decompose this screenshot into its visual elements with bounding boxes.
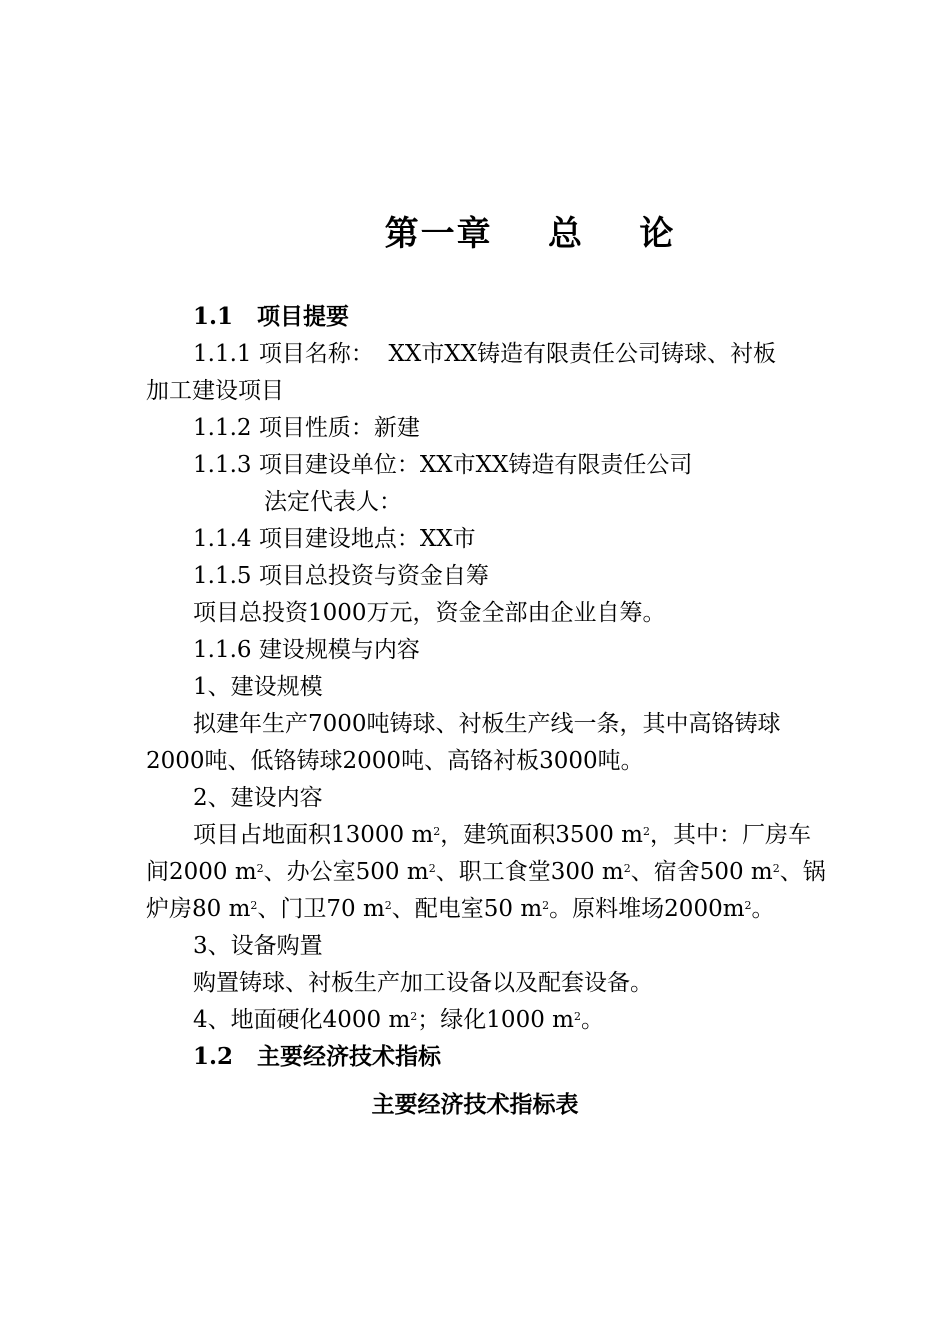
text-run: 4、地面硬化4000 m — [193, 1007, 411, 1033]
text-run: 、锅 — [779, 859, 826, 885]
item-value: XX市XX铸造有限责任公司铸球、衬板 — [373, 341, 776, 367]
superscript: 2 — [384, 899, 392, 912]
superscript: 2 — [744, 899, 752, 912]
text-run: 。 — [751, 896, 775, 922]
text-run: 、职工食堂300 m — [435, 859, 624, 885]
item-1-1-6-heading: 1.1.6 建设规模与内容 — [193, 637, 420, 663]
text-run: 、办公室500 m — [263, 859, 429, 885]
superscript: 2 — [428, 862, 436, 875]
text-run: ，其中：厂房车 — [649, 822, 811, 848]
section-1-2-heading — [193, 1042, 441, 1072]
superscript: 2 — [772, 862, 780, 875]
item-1-1-1-line2: 加工建设项目 — [146, 378, 284, 404]
section-number: 1.2 — [193, 1043, 234, 1070]
item-1-1-3-line1: 1.1.3 项目建设单位：XX市XX铸造有限责任公司 — [193, 452, 693, 478]
item-label: 1.1.1 项目名称： — [193, 341, 374, 367]
item-1-1-4: 1.1.4 项目建设地点：XX市 — [193, 526, 476, 552]
scale-line2: 2000吨、低铬铸球2000吨、高铬衬板3000吨。 — [146, 748, 644, 774]
text-run: 。原料堆场2000m — [549, 896, 745, 922]
text-run: 、宿舍500 m — [630, 859, 773, 885]
text-run: ；绿化1000 m — [417, 1007, 574, 1033]
scale-line1: 拟建年生产7000吨铸球、衬板生产线一条，其中高铬铸球 — [193, 711, 781, 737]
section-number: 1.1 — [193, 303, 234, 330]
text-run: 项目占地面积13000 m — [193, 822, 434, 848]
equipment-text: 购置铸球、衬板生产加工设备以及配套设备。 — [193, 970, 653, 996]
table-title: 主要经济技术指标表 — [371, 1091, 579, 1118]
superscript: 2 — [573, 1010, 581, 1023]
superscript: 2 — [642, 825, 650, 838]
item-1-1-5-heading: 1.1.5 项目总投资与资金自筹 — [193, 563, 489, 589]
section-1-1-heading — [193, 302, 349, 332]
item-1-1-1-line1 — [193, 339, 776, 369]
text-run: 炉房80 m — [146, 896, 251, 922]
ground-line — [193, 1005, 604, 1035]
superscript: 2 — [433, 825, 441, 838]
item-1-1-5-text: 项目总投资1000万元，资金全部由企业自筹。 — [193, 600, 666, 626]
superscript: 2 — [542, 899, 550, 912]
superscript: 2 — [623, 862, 631, 875]
section-title: 主要经济技术指标 — [257, 1043, 442, 1070]
content-heading: 2、建设内容 — [193, 785, 323, 811]
content-line3 — [146, 894, 775, 924]
equipment-heading: 3、设备购置 — [193, 933, 323, 959]
item-1-1-2: 1.1.2 项目性质：新建 — [193, 415, 420, 441]
section-title: 项目提要 — [257, 303, 350, 330]
text-run: 。 — [580, 1007, 604, 1033]
scale-heading: 1、建设规模 — [193, 674, 323, 700]
item-1-1-3-line2: 法定代表人： — [264, 489, 402, 515]
text-run: ，建筑面积3500 m — [440, 822, 643, 848]
superscript: 2 — [250, 899, 258, 912]
text-run: 、配电室50 m — [391, 896, 543, 922]
content-line2 — [146, 857, 826, 887]
content-line1 — [193, 820, 811, 850]
text-run: 、门卫70 m — [257, 896, 385, 922]
superscript: 2 — [256, 862, 264, 875]
text-run: 间2000 m — [146, 859, 257, 885]
superscript: 2 — [410, 1010, 418, 1023]
chapter-title: 第一章 总 论 — [384, 214, 676, 254]
